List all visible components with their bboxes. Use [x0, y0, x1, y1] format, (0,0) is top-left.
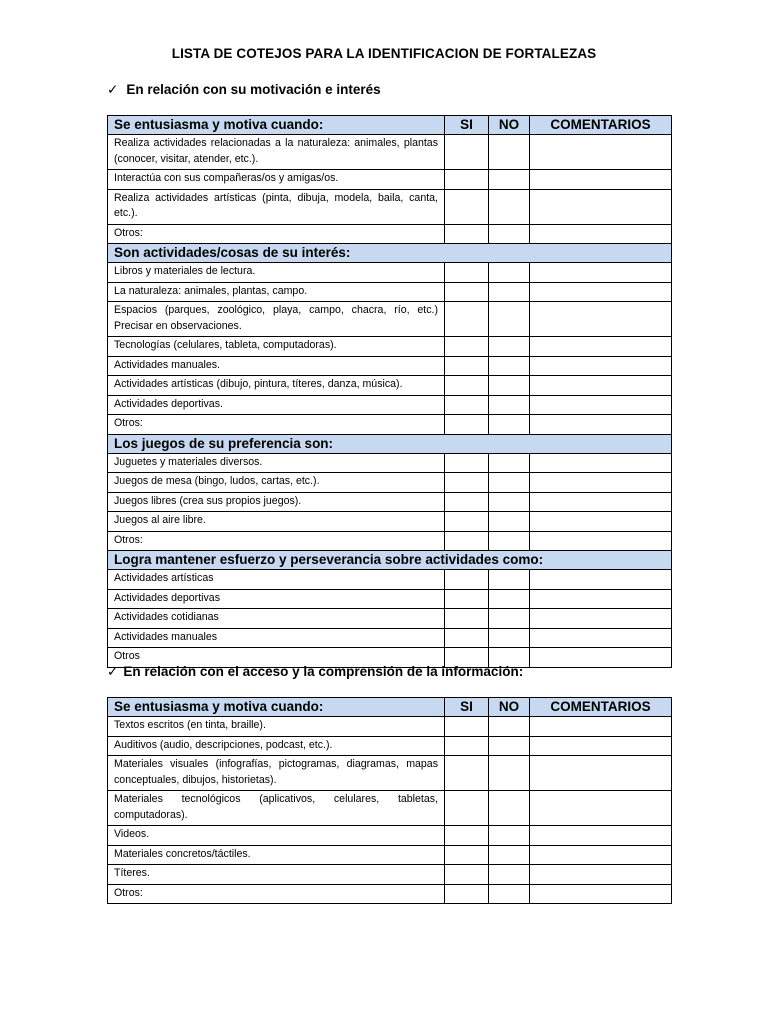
check-mark-icon: ✓: [107, 82, 119, 97]
criterion-cell: Títeres.: [108, 865, 445, 885]
no-cell[interactable]: [489, 224, 530, 244]
no-cell[interactable]: [489, 356, 530, 376]
criterion-cell: Realiza actividades artísticas (pinta, dibuja, modela, baila, canta, etc.).: [108, 189, 445, 224]
no-cell[interactable]: [489, 135, 530, 170]
si-cell[interactable]: [445, 512, 489, 532]
criterion-cell: Auditivos (audio, descripciones, podcast, etc.).: [108, 736, 445, 756]
comments-cell[interactable]: [530, 395, 672, 415]
comments-cell[interactable]: [530, 135, 672, 170]
no-cell[interactable]: [489, 570, 530, 590]
table-row: [108, 512, 672, 532]
comments-cell[interactable]: [530, 531, 672, 551]
si-cell[interactable]: [445, 826, 489, 846]
criterion-cell: Textos escritos (en tinta, braille).: [108, 717, 445, 737]
criterion-cell: Materiales concretos/táctiles.: [108, 845, 445, 865]
table-row: [108, 415, 672, 435]
comments-cell[interactable]: [530, 170, 672, 190]
si-cell[interactable]: [445, 884, 489, 904]
comments-cell[interactable]: [530, 570, 672, 590]
no-cell[interactable]: [489, 282, 530, 302]
group-heading: Los juegos de su preferencia son:: [108, 434, 672, 453]
comments-cell[interactable]: [530, 453, 672, 473]
si-cell[interactable]: [445, 170, 489, 190]
criterion-cell: Materiales visuales (infografías, pictogramas, diagramas, mapas conceptuales, dibujos, historietas).: [108, 756, 445, 791]
table-row: [108, 845, 672, 865]
document-title: LISTA DE COTEJOS PARA LA IDENTIFICACION DE FORTALEZAS: [171, 46, 597, 61]
no-cell[interactable]: [489, 791, 530, 826]
no-cell[interactable]: [489, 302, 530, 337]
comments-cell[interactable]: [530, 302, 672, 337]
table-row: [108, 570, 672, 590]
no-cell[interactable]: [489, 415, 530, 435]
criterion-cell: Otros:: [108, 415, 445, 435]
si-cell[interactable]: [445, 415, 489, 435]
comments-cell[interactable]: [530, 884, 672, 904]
criterion-cell: Actividades deportivas: [108, 589, 445, 609]
motivation-checklist-table: [107, 115, 672, 668]
comments-cell[interactable]: [530, 826, 672, 846]
table-row: [108, 356, 672, 376]
si-cell[interactable]: [445, 736, 489, 756]
group-heading: Son actividades/cosas de su interés:: [108, 244, 672, 263]
si-cell[interactable]: [445, 531, 489, 551]
si-cell[interactable]: [445, 395, 489, 415]
si-cell[interactable]: [445, 224, 489, 244]
table-row: [108, 756, 672, 791]
comments-cell[interactable]: [530, 791, 672, 826]
si-cell[interactable]: [445, 473, 489, 493]
criterion-cell: Otros: [108, 648, 445, 668]
table-row: [108, 531, 672, 551]
si-cell[interactable]: [445, 282, 489, 302]
comments-cell[interactable]: [530, 609, 672, 629]
no-cell[interactable]: [489, 189, 530, 224]
comments-cell[interactable]: [530, 717, 672, 737]
table-row: [108, 589, 672, 609]
check-mark-icon: ✓: [107, 664, 119, 679]
si-cell[interactable]: [445, 609, 489, 629]
table-row: [108, 609, 672, 629]
comments-cell[interactable]: [530, 337, 672, 357]
no-cell[interactable]: [489, 453, 530, 473]
criterion-cell: Actividades artísticas: [108, 570, 445, 590]
si-cell[interactable]: [445, 628, 489, 648]
comments-cell[interactable]: [530, 512, 672, 532]
criterion-cell: Actividades deportivas.: [108, 395, 445, 415]
no-cell[interactable]: [489, 826, 530, 846]
comments-cell[interactable]: [530, 756, 672, 791]
criterion-cell: Juegos al aire libre.: [108, 512, 445, 532]
table-row: [108, 395, 672, 415]
no-cell[interactable]: [489, 337, 530, 357]
si-cell[interactable]: [445, 865, 489, 885]
si-cell[interactable]: [445, 302, 489, 337]
group-heading: Se entusiasma y motiva cuando:: [108, 698, 445, 717]
table-row: [108, 492, 672, 512]
table-row: [108, 628, 672, 648]
comments-cell[interactable]: [530, 628, 672, 648]
si-cell[interactable]: [445, 492, 489, 512]
table-row: [108, 884, 672, 904]
no-cell[interactable]: [489, 512, 530, 532]
section-heading-text: En relación con el acceso y la comprensión de la información:: [123, 664, 524, 679]
comments-cell[interactable]: [530, 473, 672, 493]
no-cell[interactable]: [489, 845, 530, 865]
criterion-cell: Otros:: [108, 224, 445, 244]
table-row: [108, 224, 672, 244]
no-cell[interactable]: [489, 628, 530, 648]
table-row: [108, 263, 672, 283]
table-row: [108, 453, 672, 473]
table-row: [108, 717, 672, 737]
no-cell[interactable]: [489, 473, 530, 493]
si-cell[interactable]: [445, 376, 489, 396]
comments-cell[interactable]: [530, 189, 672, 224]
si-cell[interactable]: [445, 135, 489, 170]
table-group-header-row: [108, 244, 672, 263]
section-heading-motivation: [107, 82, 381, 98]
criterion-cell: Actividades manuales.: [108, 356, 445, 376]
table-row: [108, 736, 672, 756]
comments-cell[interactable]: [530, 356, 672, 376]
comments-cell[interactable]: [530, 263, 672, 283]
table-column-header-row: [108, 698, 672, 717]
criterion-cell: Juegos de mesa (bingo, ludos, cartas, etc.).: [108, 473, 445, 493]
section-heading-text: En relación con su motivación e interés: [126, 82, 381, 97]
criterion-cell: Realiza actividades relacionadas a la naturaleza: animales, plantas (conocer, visitar, atender, etc.).: [108, 135, 445, 170]
table-row: [108, 865, 672, 885]
si-column-header: SI: [445, 698, 489, 717]
si-cell[interactable]: [445, 756, 489, 791]
criterion-cell: Actividades artísticas (dibujo, pintura, títeres, danza, música).: [108, 376, 445, 396]
table-group-header-row: [108, 434, 672, 453]
no-column-header: NO: [489, 698, 530, 717]
criterion-cell: Juguetes y materiales diversos.: [108, 453, 445, 473]
information-checklist-table: [107, 697, 672, 904]
si-cell[interactable]: [445, 263, 489, 283]
criterion-cell: Materiales tecnológicos (aplicativos, celulares, tabletas, computadoras).: [108, 791, 445, 826]
comments-cell[interactable]: [530, 845, 672, 865]
criterion-cell: La naturaleza: animales, plantas, campo.: [108, 282, 445, 302]
table-row: [108, 302, 672, 337]
no-cell[interactable]: [489, 736, 530, 756]
si-cell[interactable]: [445, 453, 489, 473]
criterion-cell: Tecnologías (celulares, tableta, computadoras).: [108, 337, 445, 357]
comments-cell[interactable]: [530, 736, 672, 756]
comments-cell[interactable]: [530, 282, 672, 302]
no-cell[interactable]: [489, 717, 530, 737]
si-cell[interactable]: [445, 791, 489, 826]
no-cell[interactable]: [489, 589, 530, 609]
comments-cell[interactable]: [530, 648, 672, 668]
si-cell[interactable]: [445, 589, 489, 609]
table-row: [108, 170, 672, 190]
si-cell[interactable]: [445, 337, 489, 357]
comments-cell[interactable]: [530, 376, 672, 396]
table-row: [108, 473, 672, 493]
group-heading: Se entusiasma y motiva cuando:: [108, 116, 445, 135]
criterion-cell: Otros:: [108, 531, 445, 551]
criterion-cell: Libros y materiales de lectura.: [108, 263, 445, 283]
no-cell[interactable]: [489, 865, 530, 885]
si-cell[interactable]: [445, 845, 489, 865]
comments-cell[interactable]: [530, 415, 672, 435]
criterion-cell: Espacios (parques, zoológico, playa, campo, chacra, río, etc.) Precisar en observaciones.: [108, 302, 445, 337]
table-row: [108, 282, 672, 302]
comments-cell[interactable]: [530, 589, 672, 609]
criterion-cell: Actividades cotidianas: [108, 609, 445, 629]
no-cell[interactable]: [489, 884, 530, 904]
no-cell[interactable]: [489, 376, 530, 396]
section-heading-information-access: [107, 664, 523, 680]
no-cell[interactable]: [489, 492, 530, 512]
table-row: [108, 376, 672, 396]
no-cell[interactable]: [489, 170, 530, 190]
si-cell[interactable]: [445, 356, 489, 376]
comments-cell[interactable]: [530, 492, 672, 512]
table-group-header-row: [108, 551, 672, 570]
no-cell[interactable]: [489, 263, 530, 283]
criterion-cell: Interactúa con sus compañeras/os y amigas/os.: [108, 170, 445, 190]
table-row: [108, 791, 672, 826]
no-cell[interactable]: [489, 756, 530, 791]
criterion-cell: Otros:: [108, 884, 445, 904]
table-row: [108, 337, 672, 357]
criterion-cell: Actividades manuales: [108, 628, 445, 648]
table-row: [108, 189, 672, 224]
criterion-cell: Juegos libres (crea sus propios juegos).: [108, 492, 445, 512]
comments-cell[interactable]: [530, 224, 672, 244]
criterion-cell: Videos.: [108, 826, 445, 846]
no-column-header: NO: [489, 116, 530, 135]
comments-cell[interactable]: [530, 865, 672, 885]
table-column-header-row: [108, 116, 672, 135]
no-cell[interactable]: [489, 395, 530, 415]
si-cell[interactable]: [445, 717, 489, 737]
comments-column-header: COMENTARIOS: [530, 698, 672, 717]
comments-column-header: COMENTARIOS: [530, 116, 672, 135]
si-cell[interactable]: [445, 570, 489, 590]
no-cell[interactable]: [489, 531, 530, 551]
si-cell[interactable]: [445, 189, 489, 224]
table-row: [108, 826, 672, 846]
group-heading: Logra mantener esfuerzo y perseverancia sobre actividades como:: [108, 551, 672, 570]
table-row: [108, 135, 672, 170]
no-cell[interactable]: [489, 609, 530, 629]
si-column-header: SI: [445, 116, 489, 135]
